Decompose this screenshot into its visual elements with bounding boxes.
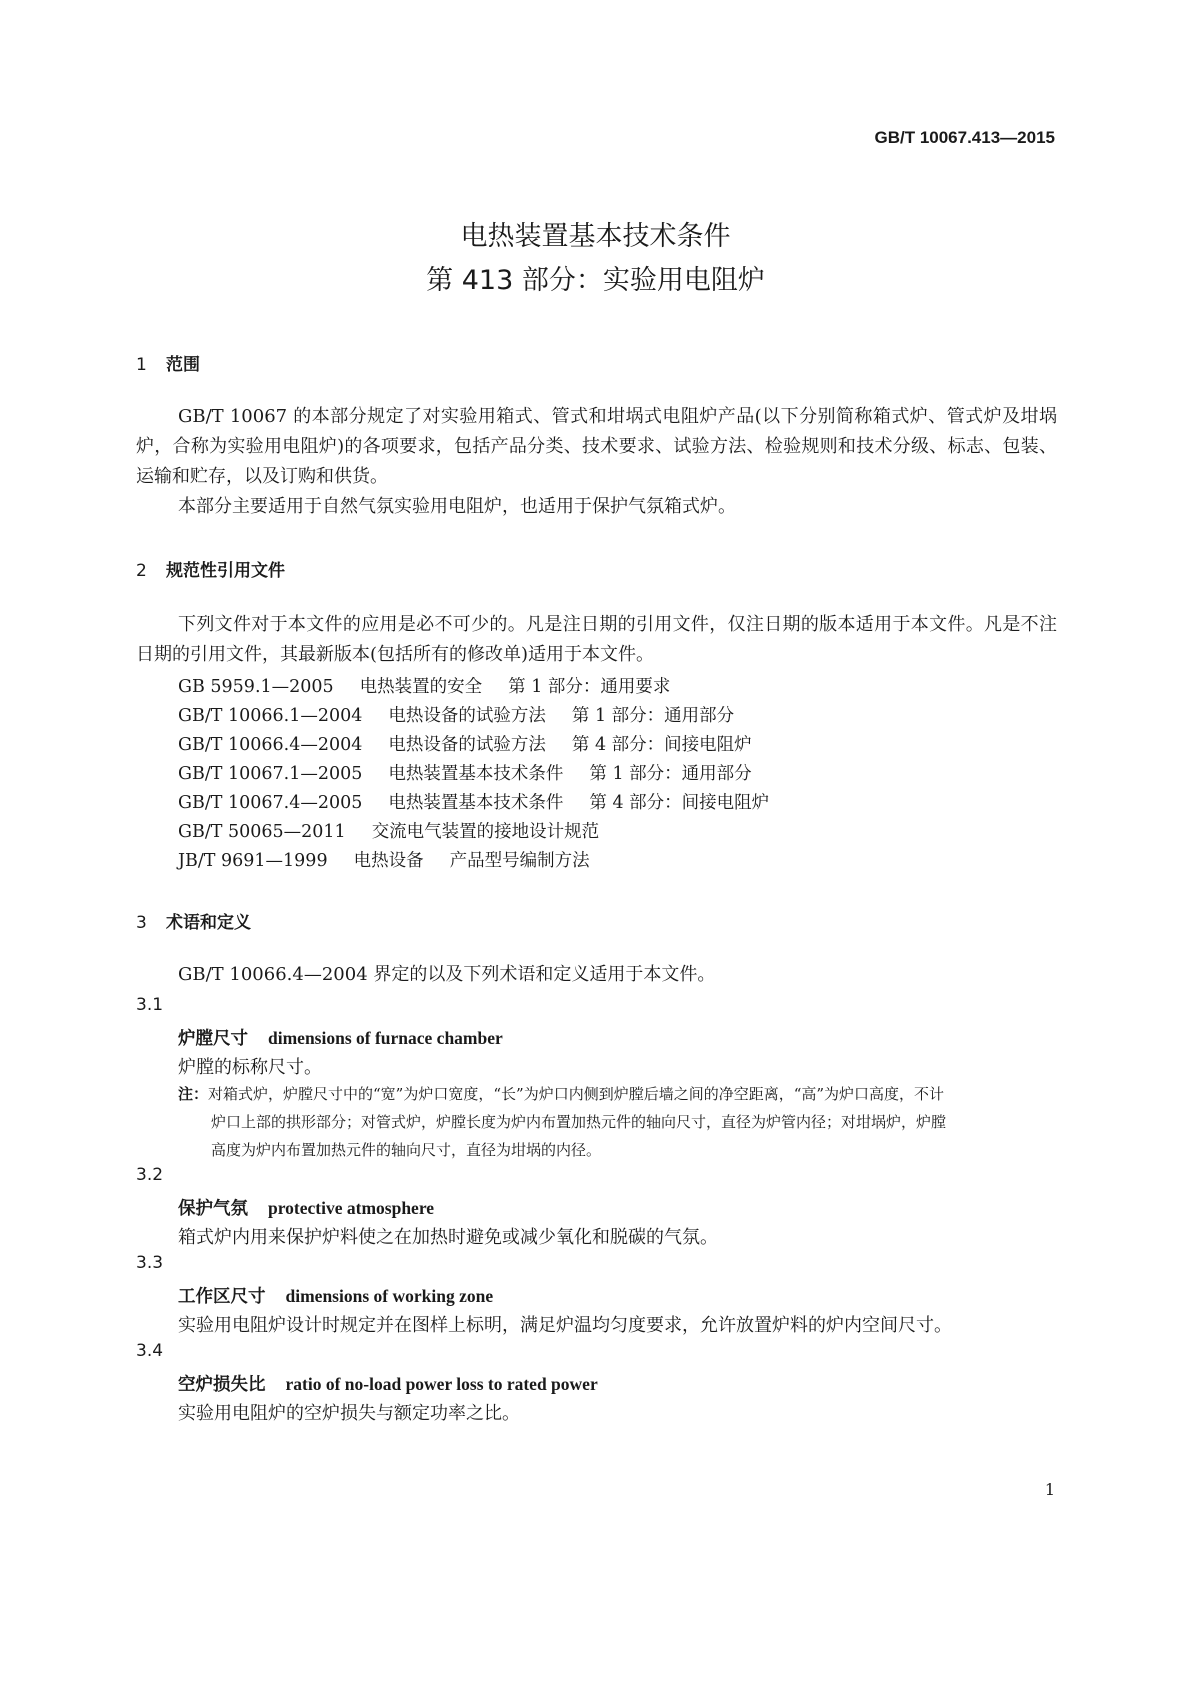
note-line: 炉口上部的拱形部分；对管式炉，炉膛长度为炉内布置加热元件的轴向尺寸，直径为炉管内径；对坩埚炉，炉膛 bbox=[211, 1113, 947, 1131]
term-chinese: 空炉损失比 bbox=[178, 1375, 266, 1395]
term-number: 3.2 bbox=[136, 1165, 164, 1185]
section-1-paragraph-1: GB/T 10067 的本部分规定了对实验用箱式、管式和坩埚式电阻炉产品(以下分别简称箱式炉、管式炉及坩埚炉，合称为实验用电阻炉)的各项要求，包括产品分类、技术要求、试验方法、检验规则和技术分级、标志、包装、运输和贮存，以及订购和供货。 bbox=[136, 406, 1057, 487]
term-number: 3.3 bbox=[136, 1253, 164, 1273]
reference-item bbox=[178, 818, 599, 843]
reference-item bbox=[178, 847, 590, 872]
term-english: dimensions of working zone bbox=[285, 1286, 494, 1306]
section-3-paragraph-1: GB/T 10066.4—2004 界定的以及下列术语和定义适用于本文件。 bbox=[178, 964, 716, 985]
section-3-heading bbox=[136, 908, 251, 933]
note-label: 注： bbox=[178, 1085, 209, 1103]
term-definition: 炉膛的标称尺寸。 bbox=[178, 1057, 322, 1078]
term-definition: 实验用电阻炉设计时规定并在图样上标明，满足炉温均匀度要求，允许放置炉料的炉内空间尺寸。 bbox=[178, 1315, 952, 1336]
reference-title: 电热设备的试验方法 bbox=[388, 735, 546, 755]
term-number: 3.4 bbox=[136, 1341, 164, 1361]
reference-item bbox=[178, 760, 752, 785]
reference-title: 电热设备的试验方法 bbox=[388, 706, 546, 726]
section-number: 2 bbox=[136, 561, 147, 581]
reference-item bbox=[178, 702, 734, 727]
section-1-paragraph-2: 本部分主要适用于自然气氛实验用电阻炉，也适用于保护气氛箱式炉。 bbox=[178, 496, 736, 517]
term-entry bbox=[178, 1195, 434, 1220]
term-number: 3.1 bbox=[136, 995, 164, 1015]
term-definition: 箱式炉内用来保护炉料使之在加热时避免或减少氧化和脱碳的气氛。 bbox=[178, 1227, 718, 1248]
term-chinese: 保护气氛 bbox=[178, 1199, 248, 1219]
reference-code: GB/T 50065—2011 bbox=[178, 822, 346, 842]
reference-item bbox=[178, 789, 769, 814]
term-entry bbox=[178, 1025, 503, 1050]
reference-code: GB/T 10067.1—2005 bbox=[178, 764, 363, 784]
reference-item bbox=[178, 731, 752, 756]
reference-title: 电热设备 bbox=[353, 851, 424, 871]
reference-part: 产品型号编制方法 bbox=[449, 851, 590, 871]
reference-part: 第 4 部分：间接电阻炉 bbox=[571, 735, 752, 755]
reference-code: GB 5959.1—2005 bbox=[178, 677, 334, 697]
section-number: 3 bbox=[136, 913, 147, 933]
reference-code: GB/T 10066.1—2004 bbox=[178, 706, 363, 726]
reference-code: GB/T 10067.4—2005 bbox=[178, 793, 363, 813]
reference-code: GB/T 10066.4—2004 bbox=[178, 735, 363, 755]
reference-code: JB/T 9691—1999 bbox=[178, 851, 328, 871]
reference-title: 交流电气装置的接地设计规范 bbox=[371, 822, 600, 842]
reference-item bbox=[178, 673, 670, 698]
section-2-paragraph-1: 下列文件对于本文件的应用是必不可少的。凡是注日期的引用文件，仅注日期的版本适用于本文件。凡是不注日期的引用文件，其最新版本(包括所有的修改单)适用于本文件。 bbox=[136, 614, 1057, 665]
note-line: 高度为炉内布置加热元件的轴向尺寸，直径为坩埚的内径。 bbox=[211, 1141, 602, 1159]
section-1-heading bbox=[136, 350, 200, 375]
reference-part: 第 1 部分：通用部分 bbox=[571, 706, 735, 726]
section-title: 术语和定义 bbox=[166, 913, 251, 933]
reference-part: 第 4 部分：间接电阻炉 bbox=[589, 793, 770, 813]
term-note bbox=[178, 1080, 1058, 1164]
term-entry bbox=[178, 1283, 493, 1308]
reference-title: 电热装置基本技术条件 bbox=[388, 793, 564, 813]
term-entry bbox=[178, 1371, 598, 1396]
section-2-heading bbox=[136, 556, 285, 581]
term-english: dimensions of furnace chamber bbox=[268, 1028, 503, 1048]
term-english: ratio of no-load power loss to rated power bbox=[285, 1374, 598, 1394]
document-title: 电热装置基本技术条件 bbox=[460, 221, 731, 252]
term-english: protective atmosphere bbox=[268, 1198, 435, 1218]
term-chinese: 工作区尺寸 bbox=[178, 1287, 266, 1307]
reference-part: 第 1 部分：通用要求 bbox=[508, 677, 671, 697]
reference-part: 第 1 部分：通用部分 bbox=[589, 764, 752, 784]
standard-code-header: GB/T 10067.413—2015 bbox=[874, 128, 1055, 147]
section-number: 1 bbox=[136, 355, 147, 375]
section-title: 范围 bbox=[166, 355, 200, 375]
term-definition: 实验用电阻炉的空炉损失与额定功率之比。 bbox=[178, 1403, 520, 1424]
note-line: 对箱式炉，炉膛尺寸中的“宽”为炉口宽度，“长”为炉口内侧到炉膛后墙之间的净空距离，“高”为炉口高度，不计 bbox=[208, 1085, 945, 1103]
page-number: 1 bbox=[1044, 1480, 1055, 1499]
reference-title: 电热装置的安全 bbox=[359, 677, 483, 697]
reference-title: 电热装置基本技术条件 bbox=[388, 764, 564, 784]
term-chinese: 炉膛尺寸 bbox=[178, 1029, 248, 1049]
section-title: 规范性引用文件 bbox=[166, 561, 285, 581]
document-subtitle: 第 413 部分：实验用电阻炉 bbox=[426, 265, 765, 296]
